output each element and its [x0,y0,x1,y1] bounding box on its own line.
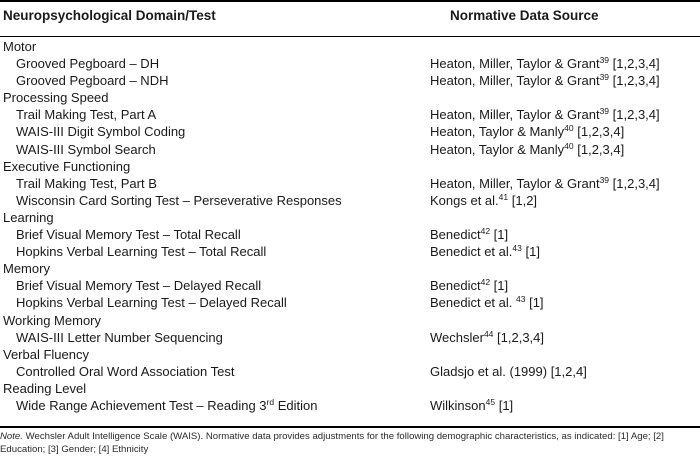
source-author: Gladsjo et al. (1999) [430,363,548,379]
normative-source [430,106,660,123]
test-name [16,277,261,294]
source-author: Heaton, Miller, Taylor & Grant [430,175,600,191]
test-row [0,329,700,346]
name-tail: Edition [274,397,318,413]
source-author: Benedict [430,278,481,294]
demographic-codes: [1,2,3,4] [609,175,660,191]
name-text: Memory [3,261,50,277]
name-text: Trail Making Test, Part A [16,107,157,123]
test-row [0,363,700,380]
demographic-codes: [1,2,4] [547,363,587,379]
source-author: Wechsler [430,329,484,345]
note-text: Wechsler Adult Intelligence Scale (WAIS). Normative data provides adjustments for the following demographic characteristics, as indicated: [1] Age; [2] Education; [3] Gender; [4] Ethnicity [0,431,664,455]
reference-number: 42 [480,226,491,237]
demographic-codes: [1,2,3,4] [573,124,625,140]
table-header-rule [0,36,700,37]
test-row [0,226,700,243]
test-name [16,141,156,158]
domain-row [0,158,700,175]
domain-row [0,89,700,106]
test-name [16,226,241,243]
demographic-codes: [1] [495,397,514,413]
domain-row [0,260,700,277]
demographic-codes: [1] [490,278,509,294]
reference-number: 43 [516,294,526,305]
test-row [0,175,700,192]
normative-source [430,329,544,346]
test-row [0,294,700,311]
note-label: Note. [0,431,23,442]
reference-number: 39 [599,55,610,66]
reference-number: 44 [483,328,494,339]
name-text: WAIS-III Symbol Search [16,141,156,157]
test-name [16,192,342,209]
normative-source [430,141,624,158]
name-text: Learning [3,209,54,225]
name-text: Motor [3,39,37,54]
test-row [0,55,700,72]
test-name [16,55,159,72]
name-text: Wide Range Achievement Test – Reading 3 [16,397,267,413]
domain-name [3,312,101,329]
domain-name [3,260,50,277]
name-text: Grooved Pegboard – DH [16,56,160,72]
demographic-codes: [1,2] [508,192,538,208]
table-note [0,431,698,456]
name-text: WAIS-III Letter Number Sequencing [16,329,223,345]
demographic-codes: [1] [525,295,544,311]
normative-source [430,123,624,140]
source-author: Benedict et al. [430,244,513,260]
source-author: Heaton, Taylor & Manly [430,124,565,140]
name-text: Trail Making Test, Part B [16,175,157,191]
reference-number: 42 [480,277,491,288]
name-text: Hopkins Verbal Learning Test – Total Recall [16,244,267,260]
source-author: Kongs et al. [430,192,499,208]
test-name [16,106,156,123]
domain-name [3,380,86,397]
test-row [0,192,700,209]
source-author: Benedict [430,227,481,243]
test-name [16,243,266,260]
source-author: Heaton, Miller, Taylor & Grant [430,107,600,123]
test-name [16,329,223,346]
normative-source [430,192,537,209]
domain-name [3,346,89,363]
normative-source [430,243,540,260]
normative-source [430,226,508,243]
test-row [0,72,700,89]
domain-row [0,346,700,363]
table-bottom-rule [0,426,700,428]
demographic-codes: [1,2,3,4] [609,73,660,89]
demographic-codes: [1,2,3,4] [609,56,660,72]
test-name [16,175,157,192]
source-author: Benedict et al. [430,295,516,311]
test-row [0,397,700,414]
domain-row [0,312,700,329]
name-text: Verbal Fluency [3,346,89,362]
name-text: Controlled Oral Word Association Test [16,363,235,379]
normative-source [430,175,660,192]
source-author: Heaton, Taylor & Manly [430,141,565,157]
name-text: Reading Level [3,380,87,396]
domain-name [3,89,109,106]
normative-source [430,55,660,72]
domain-row [0,209,700,226]
reference-number: 39 [599,174,610,185]
table-body [0,38,700,414]
name-text: Processing Speed [3,90,109,106]
demographic-codes: [1,2,3,4] [493,329,545,345]
column-header-domain-test: Neuropsychological Domain/Test [3,8,216,23]
name-text: Hopkins Verbal Learning Test – Delayed Recall [16,295,287,311]
name-text: WAIS-III Digit Symbol Coding [16,124,186,140]
test-name [16,363,234,380]
name-text: Grooved Pegboard – NDH [16,73,169,89]
name-superscript: rd [266,396,275,407]
test-name [16,397,317,414]
reference-number: 43 [512,243,522,254]
demographic-codes: [1,2,3,4] [573,141,625,157]
test-row [0,277,700,294]
domain-name [3,158,130,175]
reference-number: 39 [599,72,610,83]
reference-number: 40 [564,140,574,151]
normative-source [430,363,587,380]
test-name [16,72,168,89]
source-author: Heaton, Miller, Taylor & Grant [430,56,600,72]
normative-source [430,294,544,311]
demographic-codes: [1] [490,227,509,243]
name-text: Working Memory [3,312,102,328]
test-row [0,106,700,123]
reference-number: 39 [599,106,610,117]
test-row [0,141,700,158]
reference-number: 45 [485,396,496,407]
name-text: Brief Visual Memory Test – Delayed Recall [16,278,262,294]
column-header-normative-source: Normative Data Source [450,8,599,23]
test-name [16,123,185,140]
source-author: Wilkinson [430,397,486,413]
name-text: Executive Functioning [3,158,131,174]
demographic-codes: [1] [521,244,540,260]
table-top-rule [0,0,700,2]
test-row [0,243,700,260]
name-text: Brief Visual Memory Test – Total Recall [16,227,241,243]
name-text: Wisconsin Card Sorting Test – Perseverative Responses [16,192,342,208]
normative-source [430,277,508,294]
domain-name [3,38,36,55]
normative-source [430,397,513,414]
domain-row [0,38,700,55]
demographic-codes: [1,2,3,4] [609,107,660,123]
test-name [16,294,287,311]
normative-source [430,72,660,89]
test-row [0,123,700,140]
domain-name [3,209,54,226]
domain-row [0,380,700,397]
reference-number: 41 [498,191,509,202]
reference-number: 40 [564,123,574,134]
source-author: Heaton, Miller, Taylor & Grant [430,73,600,89]
